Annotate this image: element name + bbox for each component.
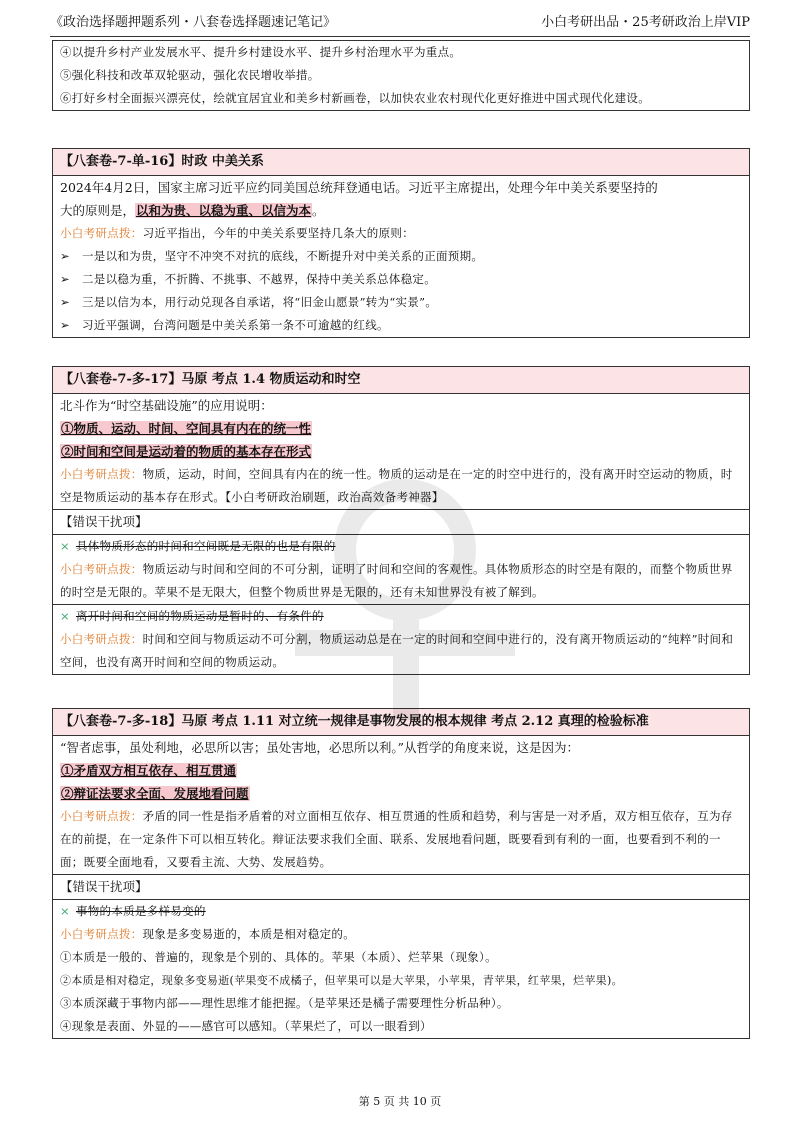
q16-bullet [60, 245, 742, 268]
cross-icon: × [60, 904, 70, 918]
q17-distractor-title: 【错误干扰项】 [53, 509, 749, 534]
q18-comment-label: 小白考研点拨： [60, 809, 143, 823]
cross-icon: × [60, 609, 70, 623]
q17-distractor-1: 具体物质形态的时间和空间既是无限的也是有限的 [75, 539, 336, 553]
q18-distractor-title: 【错误干扰项】 [53, 874, 749, 899]
q18-answer-2: ②辩证法要求全面、发展地看问题 [61, 786, 249, 801]
bullet-arrow-icon: ➢ [60, 318, 70, 332]
q17-distractor-1-comment: 物质运动与时间和空间的不可分割，证明了时间和空间的客观性。具体物质形态的时空是有限的，而整个物质世界的时空是无限的。苹果不是无限大，但整个物质世界是无限的，还有未知世界没有被了解到。 [60, 562, 733, 599]
question-17-title: 【八套卷-7-多-17】马原 考点 1.4 物质运动和时空 [53, 367, 749, 394]
header-left: 《政治选择题押题系列・八套卷选择题速记笔记》 [50, 15, 337, 30]
bullet-arrow-icon: ➢ [60, 272, 70, 286]
q16-answer: 以和为贵、以稳为重、以信为本 [136, 203, 312, 218]
top-line-6: ⑥打好乡村全面振兴漂亮仗，绘就宜居宜业和美乡村新画卷，以加快农业农村现代化更好推进中国式现代化建设。 [60, 91, 650, 105]
q16-text-2 [60, 199, 742, 222]
q18-point-1: ①本质是一般的、普遍的，现象是个别的、具体的。苹果（本质）、烂苹果（现象）。 [60, 950, 497, 964]
q16-bullet-4: 习近平强调，台湾问题是中美关系第一条不可逾越的红线。 [82, 318, 389, 332]
q16-bullet-3: 三是以信为本，用行动兑现各自承诺，将“旧金山愿景”转为“实景”。 [82, 295, 438, 309]
q18-point-2: ②本质是相对稳定，现象多变易逝(苹果变不成橘子，但苹果可以是大苹果，小苹果，青苹果，红苹果，烂苹果)。 [60, 974, 623, 987]
top-line-5: ⑤强化科技和改革双轮驱动，强化农民增收举措。 [60, 68, 320, 82]
q16-bullet [60, 268, 742, 291]
bullet-arrow-icon: ➢ [60, 295, 70, 309]
q16-comment-label: 小白考研点拨： [60, 226, 143, 240]
q17-stem: 北斗作为“时空基础设施”的应用说明： [60, 398, 273, 413]
cross-icon: × [60, 539, 70, 553]
q16-comment-text: 习近平指出，今年的中美关系要坚持几条大的原则： [142, 226, 415, 240]
q17-distractor-2: 离开时间和空间的物质运动是暂时的、有条件的 [75, 609, 324, 623]
q18-comment [60, 805, 742, 874]
question-16-title: 【八套卷-7-单-16】时政 中美关系 [53, 149, 749, 176]
q17-distractor-1-label: 小白考研点拨： [60, 562, 143, 576]
q16-bullet [60, 291, 742, 314]
top-section [52, 40, 750, 111]
q18-point-3: ③本质深藏于事物内部——理性思维才能把握。（是苹果还是橘子需要理性分析品种）。 [60, 996, 509, 1010]
q16-bullet-1: 一是以和为贵，坚守不冲突不对抗的底线，不断提升对中美关系的正面预期。 [82, 249, 484, 263]
q16-bullet [60, 314, 742, 337]
q17-answer-2: ②时间和空间是运动着的物质的基本存在形式 [61, 444, 312, 459]
q16-comment [60, 222, 742, 245]
q17-comment [60, 463, 742, 509]
q16-bullet-2: 二是以稳为重，不折腾、不挑事、不越界，保持中美关系总体稳定。 [82, 272, 436, 286]
bullet-arrow-icon: ➢ [60, 249, 70, 263]
q17-answer-1: ①物质、运动、时间、空间具有内在的统一性 [61, 421, 312, 436]
q16-text-2-pre: 大的原则是， [60, 203, 136, 218]
question-18-title: 【八套卷-7-多-18】马原 考点 1.11 对立统一规律是事物发展的根本规律 考点 2.12 真理的检验标准 [53, 709, 749, 736]
q16-text-2-post: 。 [312, 203, 325, 218]
question-16 [52, 148, 750, 338]
question-17 [52, 366, 750, 675]
q18-stem: “智者虑事，虽处利地，必思所以害；虽处害地，必思所以利。”从哲学的角度来说，这是因为： [60, 740, 580, 755]
header-right: 小白考研出品・25考研政治上岸VIP [541, 15, 750, 30]
q18-distractor-comment: 现象是多变易逝的，本质是相对稳定的。 [142, 927, 356, 941]
q18-distractor: 事物的本质是多样易变的 [75, 904, 206, 918]
q17-comment-label: 小白考研点拨： [60, 467, 143, 481]
q18-comment-text: 矛盾的同一性是指矛盾着的对立面相互依存、相互贯通的性质和趋势，利与害是一对矛盾，双方相互依存，互为存在的前提，在一定条件下可以相互转化。辩证法要求我们全面、联系、发展地看问题，既要看到有利的一面，也要看到不利的一面；既要全面地看，又要看主流、大势、发展趋势。 [60, 809, 733, 869]
q18-answer-1: ①矛盾双方相互依存、相互贯通 [61, 763, 237, 778]
q16-text-1: 2024年4月2日，国家主席习近平应约同美国总统拜登通电话。习近平主席提出，处理今年中美关系要坚持的 [60, 180, 658, 195]
q18-point-4: ④现象是表面、外显的——感官可以感知。（苹果烂了，可以一眼看到） [60, 1019, 432, 1033]
question-18 [52, 708, 750, 1039]
page-footer: 第 5 页 共 10 页 [358, 1095, 442, 1108]
page-header [50, 10, 750, 37]
q17-distractor-2-comment: 时间和空间与物质运动不可分割，物质运动总是在一定的时间和空间中进行的，没有离开物质运动的“纯粹”时间和空间，也没有离开时间和空间的物质运动。 [60, 632, 734, 669]
q17-distractor-2-label: 小白考研点拨： [60, 632, 143, 646]
q18-distractor-label: 小白考研点拨： [60, 927, 143, 941]
top-line-4: ④以提升乡村产业发展水平、提升乡村建设水平、提升乡村治理水平为重点。 [60, 45, 462, 59]
q17-comment-text: 物质，运动，时间，空间具有内在的统一性。物质的运动是在一定的时空中进行的，没有离开时空运动的物质，时空是物质运动的基本存在形式。【小白考研政治刷题，政治高效备考神器】 [60, 467, 733, 504]
